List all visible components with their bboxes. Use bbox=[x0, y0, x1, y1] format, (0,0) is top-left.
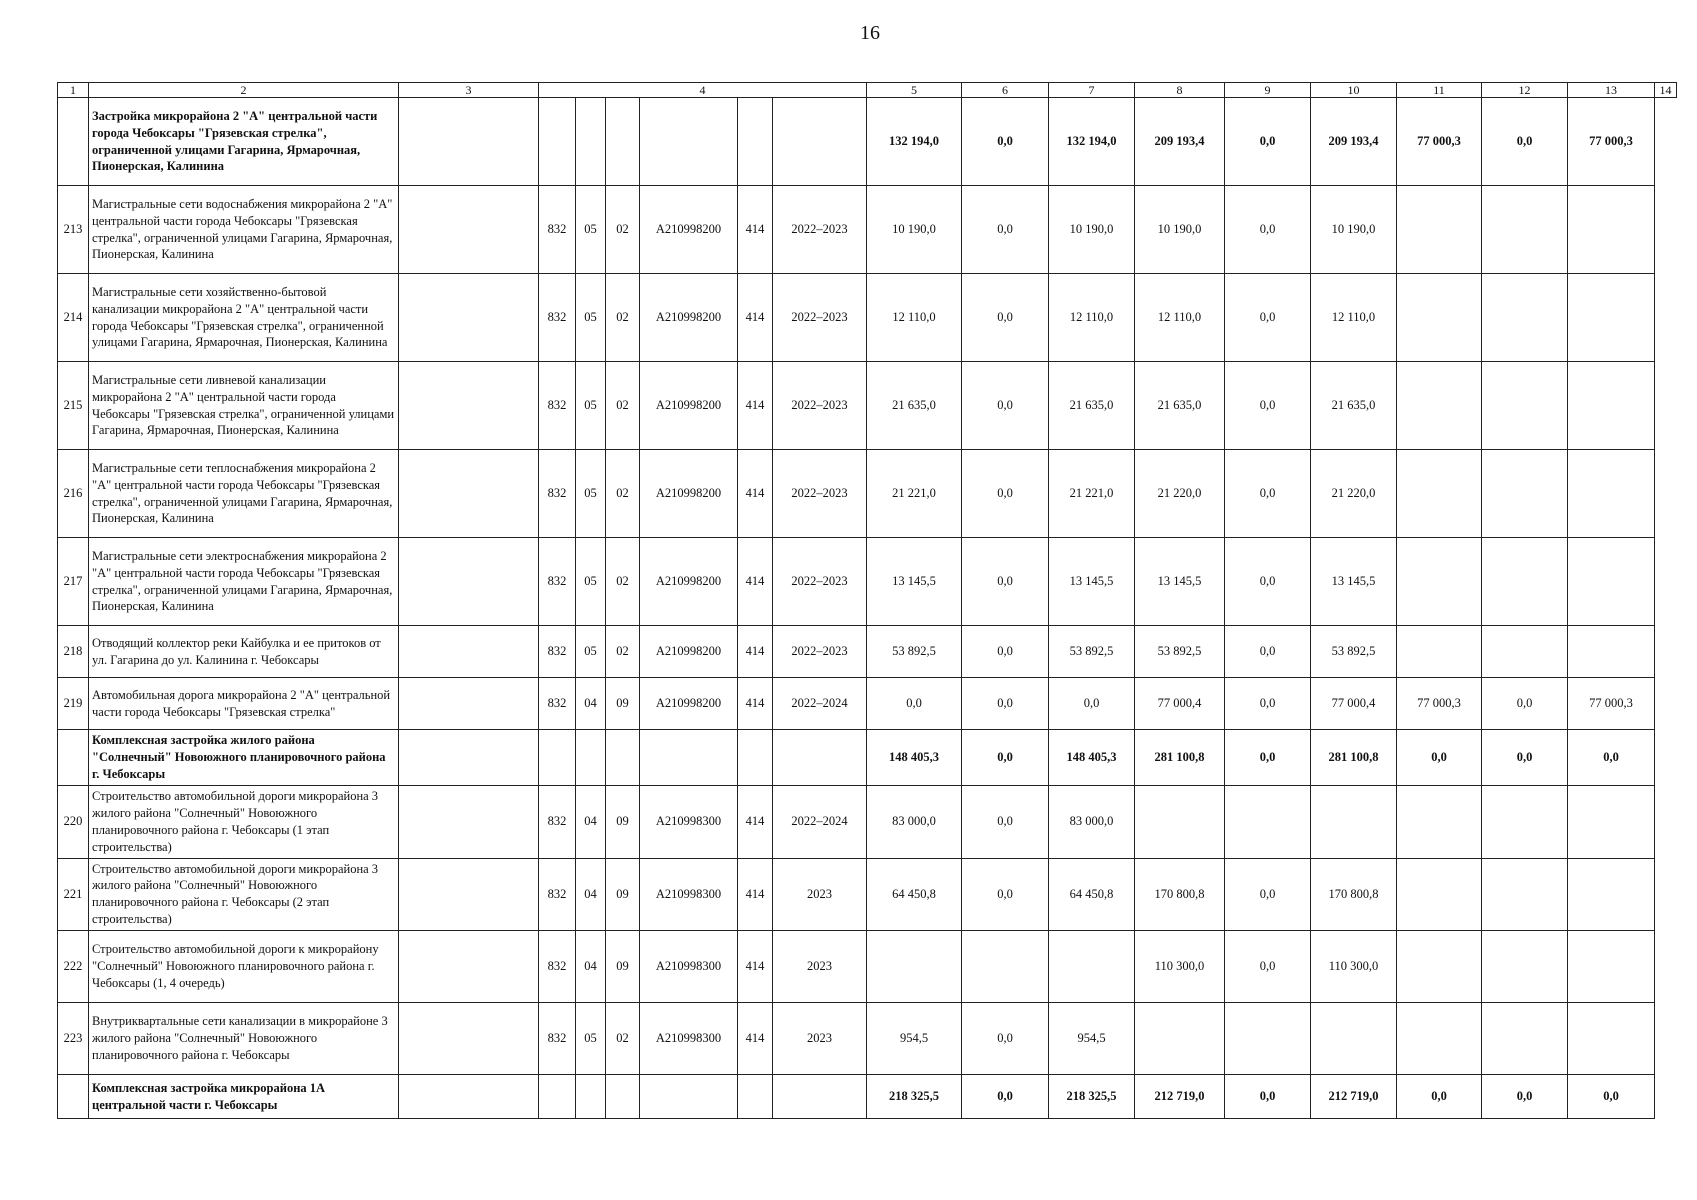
expense-type-cell: 414 bbox=[738, 626, 773, 678]
section-code-cell bbox=[576, 730, 606, 786]
col9-value-cell: 209 193,4 bbox=[1135, 98, 1225, 186]
col6-value-cell: 12 110,0 bbox=[867, 274, 962, 362]
object-name-cell: Магистральные сети хозяйственно-бытовой канализации микрорайона 2 "А" центральной части города Чебоксары "Грязевская стрелка", ограниченной улицами Гагарина, Ярмарочная, Пионерская, Калинина bbox=[89, 274, 399, 362]
col13-value-cell: 0,0 bbox=[1482, 1075, 1568, 1119]
col6-value-cell: 13 145,5 bbox=[867, 538, 962, 626]
col13-value-cell: 0,0 bbox=[1482, 678, 1568, 730]
section-code-cell: 05 bbox=[576, 1003, 606, 1075]
period-cell bbox=[773, 1075, 867, 1119]
row-number-cell bbox=[58, 730, 89, 786]
row-number-cell bbox=[58, 98, 89, 186]
column3-cell bbox=[399, 678, 539, 730]
target-article-cell: А210998200 bbox=[640, 678, 738, 730]
table-row bbox=[58, 678, 1677, 730]
col7-value-cell: 0,0 bbox=[962, 98, 1049, 186]
col12-value-cell bbox=[1397, 362, 1482, 450]
grbs-code-cell: 832 bbox=[539, 786, 576, 859]
col7-value-cell: 0,0 bbox=[962, 730, 1049, 786]
period-cell: 2022–2023 bbox=[773, 186, 867, 274]
subsection-code-cell: 02 bbox=[606, 362, 640, 450]
header-cell: 11 bbox=[1397, 83, 1482, 98]
col8-value-cell: 12 110,0 bbox=[1049, 274, 1135, 362]
expense-type-cell: 414 bbox=[738, 786, 773, 859]
grbs-code-cell: 832 bbox=[539, 626, 576, 678]
col8-value-cell: 148 405,3 bbox=[1049, 730, 1135, 786]
col12-value-cell: 77 000,3 bbox=[1397, 98, 1482, 186]
col12-value-cell: 77 000,3 bbox=[1397, 678, 1482, 730]
object-name-cell: Магистральные сети ливневой канализации микрорайона 2 "А" центральной части города Чебоксары "Грязевская стрелка", ограниченной улицами Гагарина, Ярмарочная, Пионерская, Калинина bbox=[89, 362, 399, 450]
col7-value-cell bbox=[962, 931, 1049, 1003]
col10-value-cell: 0,0 bbox=[1225, 626, 1311, 678]
target-article-cell: А210998300 bbox=[640, 931, 738, 1003]
table-row bbox=[58, 626, 1677, 678]
col6-value-cell bbox=[867, 931, 962, 1003]
col11-value-cell: 281 100,8 bbox=[1311, 730, 1397, 786]
header-cell: 4 bbox=[539, 83, 867, 98]
section-code-cell: 05 bbox=[576, 626, 606, 678]
col12-value-cell bbox=[1397, 786, 1482, 859]
section-code-cell: 04 bbox=[576, 858, 606, 931]
col12-value-cell bbox=[1397, 858, 1482, 931]
column3-cell bbox=[399, 786, 539, 859]
table-row bbox=[58, 362, 1677, 450]
col9-value-cell: 170 800,8 bbox=[1135, 858, 1225, 931]
col10-value-cell: 0,0 bbox=[1225, 538, 1311, 626]
section-code-cell: 05 bbox=[576, 274, 606, 362]
col11-value-cell bbox=[1311, 786, 1397, 859]
col13-value-cell bbox=[1482, 931, 1568, 1003]
col14-value-cell bbox=[1568, 626, 1655, 678]
col6-value-cell: 10 190,0 bbox=[867, 186, 962, 274]
row-number-cell: 219 bbox=[58, 678, 89, 730]
col10-value-cell: 0,0 bbox=[1225, 98, 1311, 186]
grbs-code-cell: 832 bbox=[539, 1003, 576, 1075]
table-row bbox=[58, 931, 1677, 1003]
subsection-code-cell: 02 bbox=[606, 186, 640, 274]
col9-value-cell: 21 220,0 bbox=[1135, 450, 1225, 538]
col13-value-cell bbox=[1482, 1003, 1568, 1075]
column3-cell bbox=[399, 98, 539, 186]
target-article-cell bbox=[640, 98, 738, 186]
subsection-code-cell: 09 bbox=[606, 678, 640, 730]
expense-type-cell: 414 bbox=[738, 858, 773, 931]
col7-value-cell: 0,0 bbox=[962, 858, 1049, 931]
header-cell: 14 bbox=[1655, 83, 1677, 98]
col14-value-cell bbox=[1568, 858, 1655, 931]
col8-value-cell: 954,5 bbox=[1049, 1003, 1135, 1075]
group-row bbox=[58, 730, 1677, 786]
col14-value-cell bbox=[1568, 931, 1655, 1003]
subsection-code-cell bbox=[606, 1075, 640, 1119]
row-number-cell: 214 bbox=[58, 274, 89, 362]
period-cell: 2022–2023 bbox=[773, 362, 867, 450]
col10-value-cell: 0,0 bbox=[1225, 931, 1311, 1003]
header-cell: 12 bbox=[1482, 83, 1568, 98]
period-cell: 2022–2023 bbox=[773, 538, 867, 626]
col7-value-cell: 0,0 bbox=[962, 450, 1049, 538]
col6-value-cell: 218 325,5 bbox=[867, 1075, 962, 1119]
col10-value-cell bbox=[1225, 1003, 1311, 1075]
col7-value-cell: 0,0 bbox=[962, 1075, 1049, 1119]
grbs-code-cell: 832 bbox=[539, 931, 576, 1003]
section-code-cell: 04 bbox=[576, 931, 606, 1003]
table-row bbox=[58, 186, 1677, 274]
object-name-cell: Строительство автомобильной дороги микрорайона 3 жилого района "Солнечный" Новоюжного планировочного района г. Чебоксары (2 этап строительства) bbox=[89, 858, 399, 931]
column3-cell bbox=[399, 626, 539, 678]
col8-value-cell: 132 194,0 bbox=[1049, 98, 1135, 186]
col6-value-cell: 53 892,5 bbox=[867, 626, 962, 678]
col11-value-cell: 53 892,5 bbox=[1311, 626, 1397, 678]
grbs-code-cell: 832 bbox=[539, 186, 576, 274]
column3-cell bbox=[399, 931, 539, 1003]
col7-value-cell: 0,0 bbox=[962, 538, 1049, 626]
col9-value-cell bbox=[1135, 1003, 1225, 1075]
col8-value-cell: 83 000,0 bbox=[1049, 786, 1135, 859]
column3-cell bbox=[399, 1075, 539, 1119]
object-name-cell: Строительство автомобильной дороги к микрорайону "Солнечный" Новоюжного планировочного района г. Чебоксары (1, 4 очередь) bbox=[89, 931, 399, 1003]
col14-value-cell bbox=[1568, 450, 1655, 538]
expense-type-cell bbox=[738, 98, 773, 186]
col9-value-cell: 53 892,5 bbox=[1135, 626, 1225, 678]
section-code-cell bbox=[576, 98, 606, 186]
column3-cell bbox=[399, 274, 539, 362]
col14-value-cell bbox=[1568, 786, 1655, 859]
period-cell: 2022–2024 bbox=[773, 786, 867, 859]
expense-type-cell: 414 bbox=[738, 186, 773, 274]
table-row bbox=[58, 450, 1677, 538]
col12-value-cell: 0,0 bbox=[1397, 730, 1482, 786]
column3-cell bbox=[399, 538, 539, 626]
col10-value-cell: 0,0 bbox=[1225, 274, 1311, 362]
header-cell: 3 bbox=[399, 83, 539, 98]
col14-value-cell bbox=[1568, 186, 1655, 274]
col11-value-cell: 170 800,8 bbox=[1311, 858, 1397, 931]
col7-value-cell: 0,0 bbox=[962, 362, 1049, 450]
table-row bbox=[58, 274, 1677, 362]
section-code-cell: 05 bbox=[576, 186, 606, 274]
object-name-cell: Магистральные сети электроснабжения микрорайона 2 "А" центральной части города Чебоксары "Грязевская стрелка", ограниченной улицами Гагарина, Ярмарочная, Пионерская, Калинина bbox=[89, 538, 399, 626]
col8-value-cell: 21 635,0 bbox=[1049, 362, 1135, 450]
period-cell: 2022–2023 bbox=[773, 450, 867, 538]
col13-value-cell: 0,0 bbox=[1482, 98, 1568, 186]
subsection-code-cell: 02 bbox=[606, 538, 640, 626]
col14-value-cell bbox=[1568, 1003, 1655, 1075]
subsection-code-cell: 09 bbox=[606, 858, 640, 931]
expense-type-cell bbox=[738, 1075, 773, 1119]
period-cell: 2023 bbox=[773, 858, 867, 931]
col7-value-cell: 0,0 bbox=[962, 786, 1049, 859]
col11-value-cell: 209 193,4 bbox=[1311, 98, 1397, 186]
target-article-cell: А210998200 bbox=[640, 362, 738, 450]
col12-value-cell: 0,0 bbox=[1397, 1075, 1482, 1119]
col6-value-cell: 21 635,0 bbox=[867, 362, 962, 450]
expense-type-cell: 414 bbox=[738, 362, 773, 450]
budget-table bbox=[57, 82, 1677, 1119]
group-row bbox=[58, 98, 1677, 186]
col13-value-cell bbox=[1482, 186, 1568, 274]
col6-value-cell: 132 194,0 bbox=[867, 98, 962, 186]
object-name-cell: Внутриквартальные сети канализации в микрорайоне 3 жилого района "Солнечный" Новоюжного планировочного района г. Чебоксары bbox=[89, 1003, 399, 1075]
col11-value-cell: 13 145,5 bbox=[1311, 538, 1397, 626]
subsection-code-cell: 09 bbox=[606, 786, 640, 859]
subsection-code-cell: 02 bbox=[606, 450, 640, 538]
col7-value-cell: 0,0 bbox=[962, 186, 1049, 274]
table-row bbox=[58, 786, 1677, 859]
subsection-code-cell: 02 bbox=[606, 1003, 640, 1075]
page-number: 16 bbox=[860, 22, 880, 44]
row-number-cell: 218 bbox=[58, 626, 89, 678]
row-number-cell: 222 bbox=[58, 931, 89, 1003]
col8-value-cell: 10 190,0 bbox=[1049, 186, 1135, 274]
col7-value-cell: 0,0 bbox=[962, 678, 1049, 730]
col12-value-cell bbox=[1397, 274, 1482, 362]
header-cell: 10 bbox=[1311, 83, 1397, 98]
col13-value-cell bbox=[1482, 786, 1568, 859]
period-cell bbox=[773, 98, 867, 186]
col6-value-cell: 954,5 bbox=[867, 1003, 962, 1075]
grbs-code-cell: 832 bbox=[539, 538, 576, 626]
col13-value-cell: 0,0 bbox=[1482, 730, 1568, 786]
expense-type-cell bbox=[738, 730, 773, 786]
object-name-cell: Отводящий коллектор реки Кайбулка и ее притоков от ул. Гагарина до ул. Калинина г. Чебоксары bbox=[89, 626, 399, 678]
col13-value-cell bbox=[1482, 538, 1568, 626]
row-number-cell bbox=[58, 1075, 89, 1119]
expense-type-cell: 414 bbox=[738, 450, 773, 538]
col6-value-cell: 83 000,0 bbox=[867, 786, 962, 859]
col6-value-cell: 64 450,8 bbox=[867, 858, 962, 931]
subsection-code-cell bbox=[606, 730, 640, 786]
col14-value-cell bbox=[1568, 362, 1655, 450]
column3-cell bbox=[399, 858, 539, 931]
expense-type-cell: 414 bbox=[738, 931, 773, 1003]
col9-value-cell: 13 145,5 bbox=[1135, 538, 1225, 626]
header-row bbox=[58, 83, 1677, 98]
row-number-cell: 213 bbox=[58, 186, 89, 274]
subsection-code-cell bbox=[606, 98, 640, 186]
row-number-cell: 217 bbox=[58, 538, 89, 626]
col10-value-cell: 0,0 bbox=[1225, 730, 1311, 786]
header-cell: 13 bbox=[1568, 83, 1655, 98]
section-code-cell bbox=[576, 1075, 606, 1119]
expense-type-cell: 414 bbox=[738, 678, 773, 730]
col14-value-cell: 77 000,3 bbox=[1568, 98, 1655, 186]
col9-value-cell: 281 100,8 bbox=[1135, 730, 1225, 786]
col14-value-cell: 0,0 bbox=[1568, 1075, 1655, 1119]
section-code-cell: 05 bbox=[576, 538, 606, 626]
col6-value-cell: 148 405,3 bbox=[867, 730, 962, 786]
col10-value-cell: 0,0 bbox=[1225, 1075, 1311, 1119]
col12-value-cell bbox=[1397, 1003, 1482, 1075]
col14-value-cell: 77 000,3 bbox=[1568, 678, 1655, 730]
col12-value-cell bbox=[1397, 186, 1482, 274]
col10-value-cell: 0,0 bbox=[1225, 362, 1311, 450]
col12-value-cell bbox=[1397, 931, 1482, 1003]
section-code-cell: 04 bbox=[576, 786, 606, 859]
col12-value-cell bbox=[1397, 450, 1482, 538]
column3-cell bbox=[399, 1003, 539, 1075]
col11-value-cell: 212 719,0 bbox=[1311, 1075, 1397, 1119]
header-cell: 6 bbox=[962, 83, 1049, 98]
table-row bbox=[58, 1003, 1677, 1075]
grbs-code-cell bbox=[539, 730, 576, 786]
target-article-cell: А210998200 bbox=[640, 186, 738, 274]
row-number-cell: 220 bbox=[58, 786, 89, 859]
grbs-code-cell bbox=[539, 98, 576, 186]
object-name-cell: Застройка микрорайона 2 "А" центральной части города Чебоксары "Грязевская стрелка", ограниченной улицами Гагарина, Ярмарочная, Пионерская, Калинина bbox=[89, 98, 399, 186]
header-cell: 7 bbox=[1049, 83, 1135, 98]
col10-value-cell bbox=[1225, 786, 1311, 859]
target-article-cell bbox=[640, 1075, 738, 1119]
target-article-cell: А210998300 bbox=[640, 858, 738, 931]
object-name-cell: Комплексная застройка микрорайона 1А центральной части г. Чебоксары bbox=[89, 1075, 399, 1119]
period-cell: 2022–2023 bbox=[773, 274, 867, 362]
grbs-code-cell bbox=[539, 1075, 576, 1119]
col9-value-cell: 110 300,0 bbox=[1135, 931, 1225, 1003]
col12-value-cell bbox=[1397, 626, 1482, 678]
col14-value-cell bbox=[1568, 538, 1655, 626]
table-row bbox=[58, 538, 1677, 626]
col10-value-cell: 0,0 bbox=[1225, 858, 1311, 931]
col8-value-cell bbox=[1049, 931, 1135, 1003]
expense-type-cell: 414 bbox=[738, 538, 773, 626]
col11-value-cell: 21 635,0 bbox=[1311, 362, 1397, 450]
col8-value-cell: 218 325,5 bbox=[1049, 1075, 1135, 1119]
col13-value-cell bbox=[1482, 858, 1568, 931]
col8-value-cell: 13 145,5 bbox=[1049, 538, 1135, 626]
col6-value-cell: 21 221,0 bbox=[867, 450, 962, 538]
header-cell: 1 bbox=[58, 83, 89, 98]
table-row bbox=[58, 858, 1677, 931]
col9-value-cell: 212 719,0 bbox=[1135, 1075, 1225, 1119]
expense-type-cell: 414 bbox=[738, 1003, 773, 1075]
row-number-cell: 216 bbox=[58, 450, 89, 538]
subsection-code-cell: 02 bbox=[606, 626, 640, 678]
header-cell: 8 bbox=[1135, 83, 1225, 98]
col11-value-cell: 21 220,0 bbox=[1311, 450, 1397, 538]
col7-value-cell: 0,0 bbox=[962, 274, 1049, 362]
col13-value-cell bbox=[1482, 450, 1568, 538]
grbs-code-cell: 832 bbox=[539, 858, 576, 931]
col7-value-cell: 0,0 bbox=[962, 626, 1049, 678]
target-article-cell: А210998200 bbox=[640, 538, 738, 626]
header-cell: 5 bbox=[867, 83, 962, 98]
subsection-code-cell: 02 bbox=[606, 274, 640, 362]
col8-value-cell: 21 221,0 bbox=[1049, 450, 1135, 538]
col9-value-cell: 21 635,0 bbox=[1135, 362, 1225, 450]
section-code-cell: 05 bbox=[576, 362, 606, 450]
col13-value-cell bbox=[1482, 274, 1568, 362]
col9-value-cell: 12 110,0 bbox=[1135, 274, 1225, 362]
period-cell bbox=[773, 730, 867, 786]
table-body bbox=[58, 83, 1677, 1119]
column3-cell bbox=[399, 362, 539, 450]
target-article-cell: А210998300 bbox=[640, 1003, 738, 1075]
col6-value-cell: 0,0 bbox=[867, 678, 962, 730]
col9-value-cell: 10 190,0 bbox=[1135, 186, 1225, 274]
period-cell: 2023 bbox=[773, 1003, 867, 1075]
grbs-code-cell: 832 bbox=[539, 274, 576, 362]
col13-value-cell bbox=[1482, 362, 1568, 450]
col10-value-cell: 0,0 bbox=[1225, 450, 1311, 538]
expense-type-cell: 414 bbox=[738, 274, 773, 362]
col11-value-cell: 77 000,4 bbox=[1311, 678, 1397, 730]
col11-value-cell bbox=[1311, 1003, 1397, 1075]
grbs-code-cell: 832 bbox=[539, 450, 576, 538]
target-article-cell: А210998200 bbox=[640, 626, 738, 678]
period-cell: 2023 bbox=[773, 931, 867, 1003]
col7-value-cell: 0,0 bbox=[962, 1003, 1049, 1075]
col14-value-cell: 0,0 bbox=[1568, 730, 1655, 786]
target-article-cell bbox=[640, 730, 738, 786]
col9-value-cell bbox=[1135, 786, 1225, 859]
col13-value-cell bbox=[1482, 626, 1568, 678]
row-number-cell: 215 bbox=[58, 362, 89, 450]
col10-value-cell: 0,0 bbox=[1225, 678, 1311, 730]
grbs-code-cell: 832 bbox=[539, 362, 576, 450]
col8-value-cell: 64 450,8 bbox=[1049, 858, 1135, 931]
col8-value-cell: 53 892,5 bbox=[1049, 626, 1135, 678]
group-row bbox=[58, 1075, 1677, 1119]
target-article-cell: А210998300 bbox=[640, 786, 738, 859]
target-article-cell: А210998200 bbox=[640, 450, 738, 538]
col8-value-cell: 0,0 bbox=[1049, 678, 1135, 730]
col11-value-cell: 12 110,0 bbox=[1311, 274, 1397, 362]
col10-value-cell: 0,0 bbox=[1225, 186, 1311, 274]
object-name-cell: Строительство автомобильной дороги микрорайона 3 жилого района "Солнечный" Новоюжного планировочного района г. Чебоксары (1 этап строительства) bbox=[89, 786, 399, 859]
column3-cell bbox=[399, 730, 539, 786]
object-name-cell: Комплексная застройка жилого района "Солнечный" Новоюжного планировочного района г. Чебоксары bbox=[89, 730, 399, 786]
header-cell: 9 bbox=[1225, 83, 1311, 98]
object-name-cell: Магистральные сети водоснабжения микрорайона 2 "А" центральной части города Чебоксары "Грязевская стрелка", ограниченной улицами Гагарина, Ярмарочная, Пионерская, Калинина bbox=[89, 186, 399, 274]
subsection-code-cell: 09 bbox=[606, 931, 640, 1003]
column3-cell bbox=[399, 450, 539, 538]
section-code-cell: 04 bbox=[576, 678, 606, 730]
period-cell: 2022–2024 bbox=[773, 678, 867, 730]
section-code-cell: 05 bbox=[576, 450, 606, 538]
col14-value-cell bbox=[1568, 274, 1655, 362]
row-number-cell: 223 bbox=[58, 1003, 89, 1075]
row-number-cell: 221 bbox=[58, 858, 89, 931]
col9-value-cell: 77 000,4 bbox=[1135, 678, 1225, 730]
period-cell: 2022–2023 bbox=[773, 626, 867, 678]
object-name-cell: Автомобильная дорога микрорайона 2 "А" центральной части города Чебоксары "Грязевская стрелка" bbox=[89, 678, 399, 730]
object-name-cell: Магистральные сети теплоснабжения микрорайона 2 "А" центральной части города Чебоксары "Грязевская стрелка", ограниченной улицами Гагарина, Ярмарочная, Пионерская, Калинина bbox=[89, 450, 399, 538]
col12-value-cell bbox=[1397, 538, 1482, 626]
column3-cell bbox=[399, 186, 539, 274]
grbs-code-cell: 832 bbox=[539, 678, 576, 730]
header-cell: 2 bbox=[89, 83, 399, 98]
target-article-cell: А210998200 bbox=[640, 274, 738, 362]
col11-value-cell: 110 300,0 bbox=[1311, 931, 1397, 1003]
col11-value-cell: 10 190,0 bbox=[1311, 186, 1397, 274]
